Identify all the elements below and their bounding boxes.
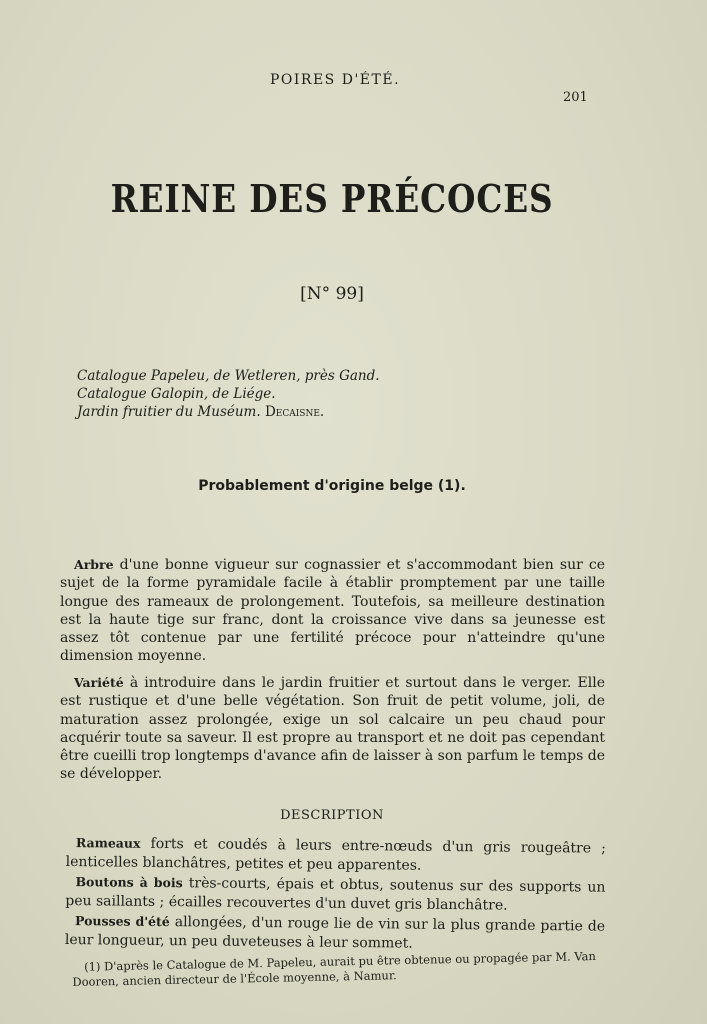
paragraph-text: à introduire dans le jardin fruitier et surtout dans le verger. Elle est rustique et d'une belle végétation. Son fruit de petit volume, joli, de maturation assez prolongée, exige un sol calcaire un peu chaud pour acquérir toute sa saveur. Il est propre au transport et ne doit pas cependant être cueilli trop longtemps d'avance afin de laisser à son parfum le temps de se développer. (60, 675, 605, 783)
description-text: forts et coudés à leurs entre-nœuds d'un gris rougeâtre ; lenticelles blanchâtres, petites et peu apparentes. (65, 835, 606, 874)
variety-number: [N° 99] (300, 284, 364, 304)
description-heading: DESCRIPTION (280, 808, 384, 823)
running-head: POIRES D'ÉTÉ. (269, 72, 401, 88)
reference-line: Catalogue Galopin, de Liége. (77, 386, 276, 402)
description-text: très-courts, épais et obtus, soutenus sur des supports un peu saillants ; écailles recouvertes d'un duvet gris blanchâtre. (65, 875, 606, 914)
page-number: 201 (563, 90, 588, 105)
description-lead: Rameaux (75, 835, 141, 851)
description-text: allongées, d'un rouge lie de vin sur la plus grande partie de leur longueur, un peu duveteuses à leur sommet. (64, 914, 606, 952)
description-block (65, 833, 606, 956)
origin-heading: Probablement d'origine belge (1). (198, 478, 466, 494)
paragraph-lead: Variété (74, 675, 124, 690)
paragraph-text: d'une bonne vigueur sur cognassier et s'accommodant bien sur ce sujet de la forme pyramidale facile à établir promptement par une taille longue des rameaux de prolongement. Toutefois, sa meilleure destination est la haute tige sur franc, dont la croissance vive dans sa jeunesse est assez tôt contenue par une fertilité précoce pour n'atteindre qu'une dimension moyenne. (60, 557, 605, 665)
paragraph-lead: Arbre (74, 557, 114, 572)
author-name: Decaisne. (264, 404, 325, 420)
paragraph-arbre (60, 556, 605, 666)
description-lead: Boutons à bois (75, 874, 183, 891)
reference-line: Catalogue Papeleu, de Wetleren, près Gand. (77, 368, 380, 384)
paragraph-variete (60, 674, 605, 784)
reference-line: Jardin fruitier du Muséum. Decaisne. (77, 404, 325, 420)
footnote: (1) D'après le Catalogue de M. Papeleu, aurait pu être obtenue ou propagée par M. Van Dooren, ancien directeur de l'École moyenne, à Namur. (72, 949, 596, 989)
references (77, 367, 380, 421)
page-title: REINE DES PRÉCOCES (110, 176, 554, 221)
description-lead: Pousses d'été (75, 913, 170, 930)
